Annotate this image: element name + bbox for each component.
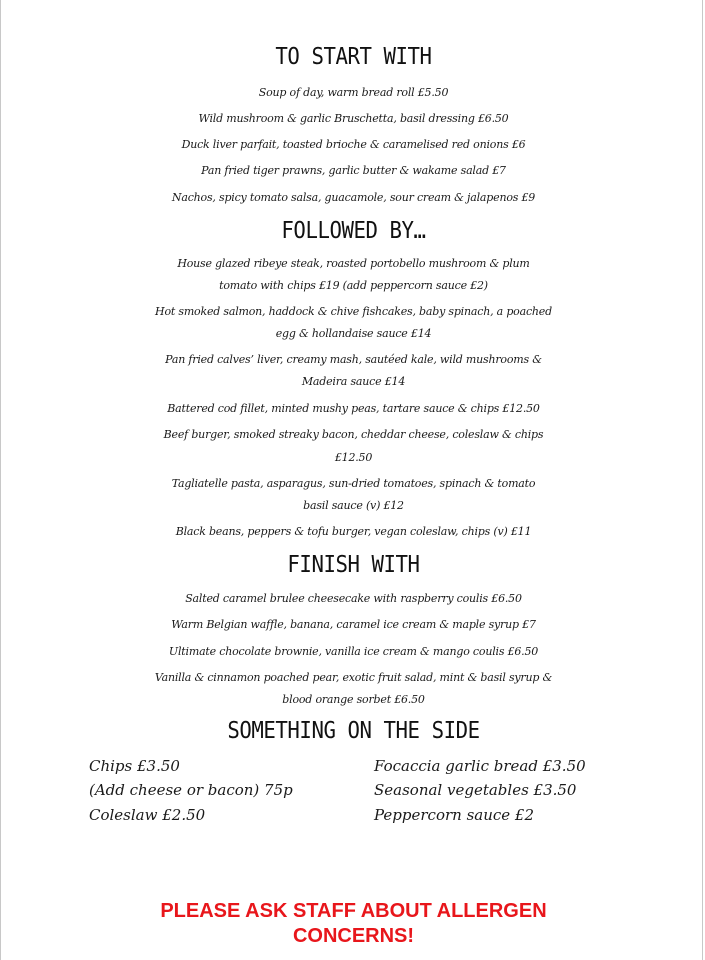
menu-item-nachos: Nachos, spicy tomato salsa, guacamole, sour cream & jalapenos £9 — [171, 191, 536, 204]
menu-item-ribeye-line1: House glazed ribeye steak, roasted portobello mushroom & plum — [177, 257, 530, 270]
menu-item-cheesecake: Salted caramel brulee cheesecake with raspberry coulis £6.50 — [185, 592, 522, 605]
menu-item-burger-line1: Beef burger, smoked streaky bacon, cheddar cheese, coleslaw & chips — [163, 428, 544, 441]
menu-item-fishcakes-line2: egg & hollandaise sauce £14 — [275, 327, 432, 340]
allergen-notice-line1: PLEASE ASK STAFF ABOUT ALLERGEN — [160, 900, 547, 922]
menu-item-soup: Soup of day, warm bread roll £5.50 — [258, 86, 449, 99]
section-title-side: SOMETHING ON THE SIDE — [227, 718, 480, 744]
menu-item-pear-line1: Vanilla & cinnamon poached pear, exotic fruit salad, mint & basil syrup & — [154, 671, 553, 684]
menu-item-fishcakes-line1: Hot smoked salmon, haddock & chive fishcakes, baby spinach, a poached — [155, 305, 552, 318]
side-item-peppercorn: Peppercorn sauce £2 — [374, 806, 535, 824]
menu-item-duck-parfait: Duck liver parfait, toasted brioche & caramelised red onions £6 — [181, 138, 526, 151]
menu-item-calves-liver-line2: Madeira sauce £14 — [301, 375, 406, 388]
section-title-followed: FOLLOWED BY… — [281, 218, 426, 244]
menu-item-bruschetta: Wild mushroom & garlic Bruschetta, basil dressing £6.50 — [198, 112, 509, 125]
menu-item-tagliatelle-line1: Tagliatelle pasta, asparagus, sun-dried tomatoes, spinach & tomato — [171, 477, 536, 490]
menu-item-burger-line2: £12.50 — [334, 451, 373, 464]
allergen-notice-line2: CONCERNS! — [292, 925, 415, 947]
side-item-vegetables: Seasonal vegetables £3.50 — [374, 781, 577, 799]
menu-item-tagliatelle-line2: basil sauce (v) £12 — [303, 499, 404, 512]
menu-item-ribeye-line2: tomato with chips £19 (add peppercorn sauce £2) — [219, 279, 488, 292]
side-item-coleslaw: Coleslaw £2.50 — [89, 806, 206, 824]
menu-item-pear-line2: blood orange sorbet £6.50 — [282, 693, 425, 706]
side-item-chips: Chips £3.50 — [89, 757, 180, 775]
side-item-focaccia: Focaccia garlic bread £3.50 — [374, 757, 586, 775]
menu-item-brownie: Ultimate chocolate brownie, vanilla ice cream & mango coulis £6.50 — [168, 645, 539, 658]
allergen-notice — [1, 899, 705, 949]
menu-item-bean-burger: Black beans, peppers & tofu burger, vegan coleslaw, chips (v) £11 — [175, 525, 532, 538]
section-title-finish: FINISH WITH — [287, 552, 420, 578]
menu-item-waffle: Warm Belgian waffle, banana, caramel ice cream & maple syrup £7 — [171, 618, 536, 631]
side-item-add-cheese-bacon: (Add cheese or bacon) 75p — [89, 781, 293, 799]
section-title-start: TO START WITH — [275, 44, 432, 70]
menu-item-cod: Battered cod fillet, minted mushy peas, tartare sauce & chips £12.50 — [167, 402, 540, 415]
menu-item-tiger-prawns: Pan fried tiger prawns, garlic butter & wakame salad £7 — [201, 164, 506, 177]
menu-item-calves-liver-line1: Pan fried calves’ liver, creamy mash, sautéed kale, wild mushrooms & — [165, 353, 542, 366]
